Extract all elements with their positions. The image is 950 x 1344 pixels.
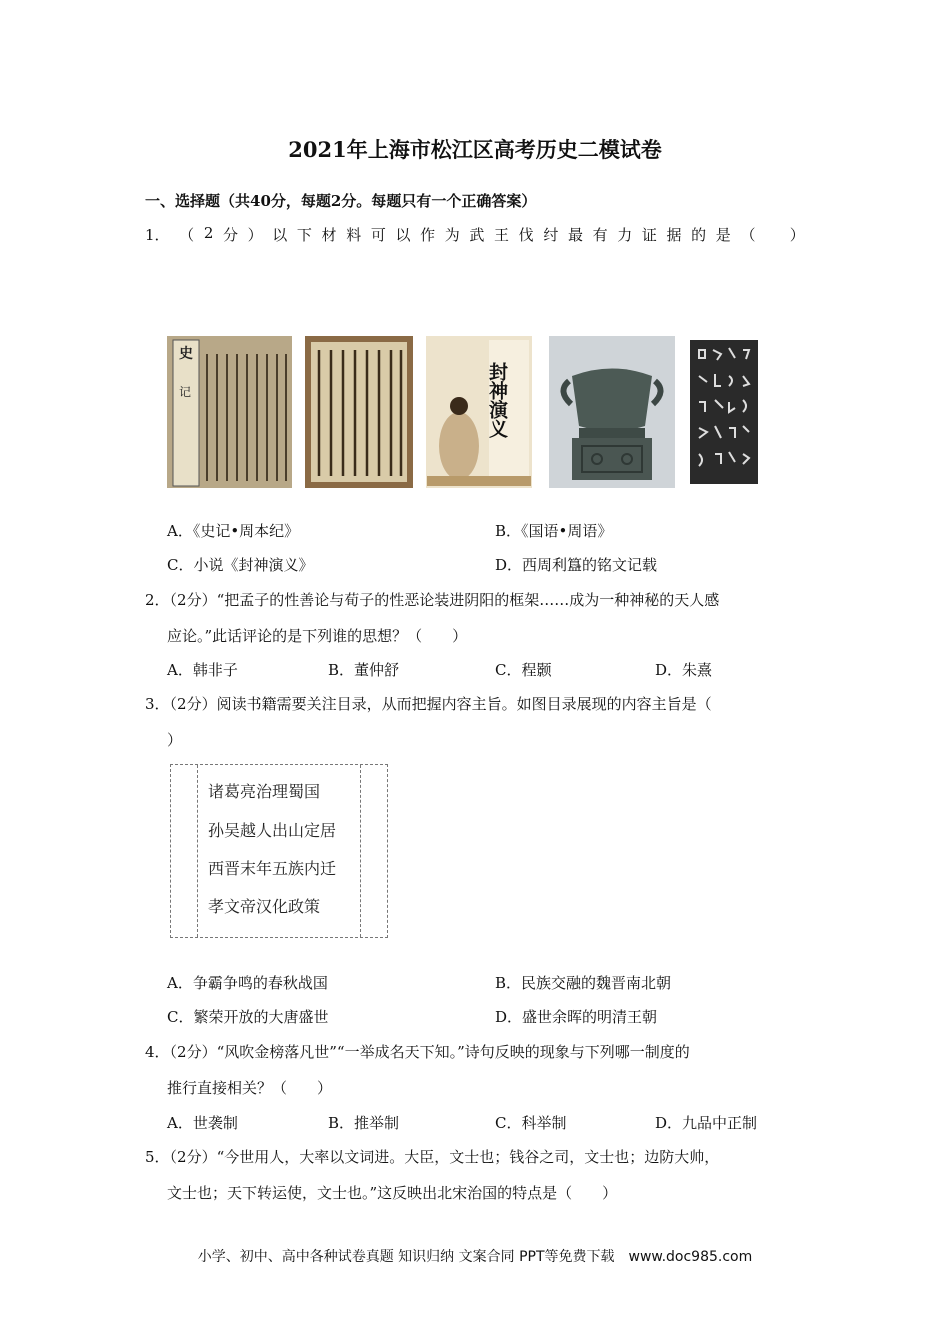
question-4-line-2: 推行直接相关？（ ）: [167, 1079, 333, 1097]
q1-char: 材: [321, 226, 337, 244]
question-1-stem: [145, 224, 805, 245]
fengshen-book-image: [426, 336, 532, 488]
q1-char: 可: [370, 226, 386, 244]
q4-option-c: C．科举制: [495, 1114, 567, 1132]
q1-char: ）: [789, 226, 805, 244]
q1-char: 以: [395, 226, 411, 244]
q4-option-a: A．世袭制: [167, 1114, 238, 1132]
q1-char: 王: [494, 226, 510, 244]
image-label-shi: 史: [179, 346, 193, 362]
table-of-contents-figure: [170, 764, 388, 938]
q1-char: 2: [203, 224, 214, 242]
q1-char: 武: [469, 226, 485, 244]
image-label-fengshen: 封神演义: [486, 362, 508, 438]
q4-option-d: D．九品中正制: [655, 1114, 758, 1132]
q1-char: 1．: [145, 226, 170, 244]
question-3-line-1: 3．（2分）阅读书籍需要关注目录，从而把握内容主旨。如图目录展现的内容主旨是（: [145, 695, 712, 713]
toc-entry: 西晋末年五族内迁: [208, 859, 337, 878]
question-5-line-1: 5．（2分）“今世用人，大率以文词进。大臣，文士也；钱谷之司，文士也；边防大帅，: [145, 1148, 720, 1166]
q2-option-a: A．韩非子: [167, 661, 238, 679]
q1-char: 最: [567, 226, 583, 244]
q2-option-c: C．程颢: [495, 661, 552, 679]
q1-option-a: A．《史记•周本纪》: [167, 522, 300, 540]
q2-option-d: D．朱熹: [655, 661, 713, 679]
q1-option-b: B．《国语•周语》: [495, 522, 613, 540]
q1-char: 料: [346, 226, 362, 244]
question-2-line-2: 应论。”此话评论的是下列谁的思想？（ ）: [167, 627, 468, 645]
toc-entry: 孙吴越人出山定居: [208, 821, 337, 840]
question-3-line-2: ）: [167, 731, 183, 749]
q1-char: 纣: [543, 226, 559, 244]
q1-char: 分: [222, 226, 238, 244]
q1-char: （: [179, 226, 195, 244]
q1-char: （: [740, 226, 756, 244]
q2-option-b: B．董仲舒: [328, 661, 400, 679]
q1-char: 的: [691, 226, 707, 244]
question-5-line-2: 文士也；天下转运使，文士也。”这反映出北宋治国的特点是（ ）: [167, 1184, 618, 1202]
q3-option-a: A．争霸争鸣的春秋战国: [167, 974, 328, 992]
ligui-vessel-image: [549, 336, 675, 488]
q1-char: 据: [666, 226, 682, 244]
q1-char: ）: [247, 226, 263, 244]
q1-char: 作: [420, 226, 436, 244]
inscription-rubbing-image: [690, 340, 758, 484]
toc-entry: 诸葛亮治理蜀国: [208, 782, 321, 801]
q1-option-c: C．小说《封神演义》: [167, 556, 314, 574]
q1-char: [765, 224, 780, 245]
q1-char: 力: [617, 226, 633, 244]
q1-option-d: D．西周利簋的铭文记载: [495, 556, 658, 574]
q3-option-c: C．繁荣开放的大唐盛世: [167, 1008, 329, 1026]
q4-option-b: B．推举制: [328, 1114, 400, 1132]
q1-char: 为: [444, 226, 460, 244]
question-4-line-1: 4．（2分）“风吹金榜落凡世”“一举成名天下知。”诗句反映的现象与下列哪一制度的: [145, 1043, 690, 1061]
toc-entry: 孝文帝汉化政策: [208, 897, 321, 916]
q3-option-b: B．民族交融的魏晋南北朝: [495, 974, 672, 992]
page-title: 2021年上海市松江区高考历史二模试卷: [288, 137, 662, 162]
image-label-ji: 记: [179, 385, 192, 399]
q1-char: 有: [592, 226, 608, 244]
q1-image-strip: [167, 336, 759, 488]
shiji-book-image: [167, 336, 292, 488]
page-footer: 小学、初中、高中各种试卷真题 知识归纳 文案合同 PPT等免费下载 www.doc985.com: [197, 1249, 753, 1265]
q1-char: 伐: [518, 226, 534, 244]
q1-char: 证: [641, 226, 657, 244]
q3-option-d: D．盛世余晖的明清王朝: [495, 1008, 658, 1026]
question-2-line-1: 2．（2分）“把孟子的性善论与荀子的性恶论装进阴阳的框架……成为一种神秘的天人感: [145, 591, 720, 609]
section-heading: 一、选择题（共40分，每题2分。每题只有一个正确答案）: [145, 192, 537, 210]
guoyu-book-image: [305, 336, 413, 488]
q1-char: 是: [715, 226, 731, 244]
q1-char: 以: [272, 226, 288, 244]
q1-char: 下: [296, 226, 312, 244]
